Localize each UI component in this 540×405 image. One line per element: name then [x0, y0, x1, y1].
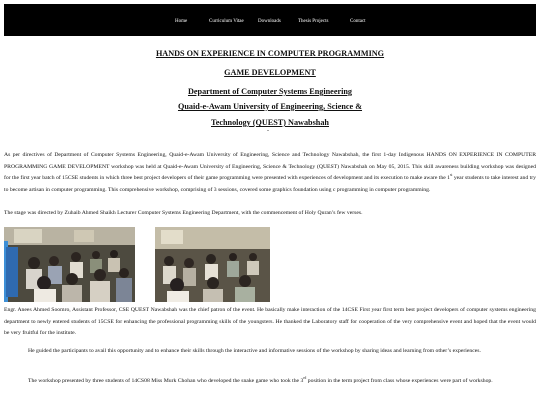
presenters-paragraph-superscript: rd — [303, 376, 307, 381]
nav-home-link[interactable]: Home — [175, 19, 188, 24]
audience-photo-image — [4, 227, 135, 302]
nav-curriculum-vitae-link[interactable]: Curriculum Vitae — [209, 19, 244, 24]
article-subtitle: GAME DEVELOPMENT — [224, 68, 316, 77]
nav-contact-link[interactable]: Contact — [350, 19, 366, 24]
presenters-paragraph-text-b: position in the term project from class whose experiences were part of workshop. — [306, 378, 493, 384]
intro-paragraph-text-b: year students to take interest and try to become artisan in computer programming. This comprehensive workshop, comprising of 3 sessions, covered some graphics foundation using c programming in computer programming. — [4, 175, 536, 194]
heading-separator: - — [267, 128, 269, 134]
university-heading-line-1: Quaid-e-Awam University of Engineering, Science & — [177, 102, 363, 111]
nav-downloads-link[interactable]: Downloads — [258, 19, 281, 24]
nav-thesis-projects-link[interactable]: Thesis Projects — [298, 19, 329, 24]
guidance-paragraph: He guided the participants to avail this opportunity and to enhance their skills through the interactive and informative sessions of the workshop by sharing ideas and learning from other’s experiences. — [28, 348, 481, 354]
article-title: HANDS ON EXPERIENCE IN COMPUTER PROGRAMMING — [155, 49, 385, 58]
intro-paragraph-text-a: As per directives of Department of Computer Systems Engineering, Quaid-e-Awam University of Engineering, Science and Technology Nawabshah, the first 1-day Indigenous HANDS ON EXPERIENCE IN COMPUTER PROGRAMMING GAME DEVELOPMENT workshop was held at Quaid-e-Awam University of Engineering, Science & Technology (QUEST) Nawabshah on May 05, 2015. This skill awareness building workshop was designed for the first year batch of 15CSE students in which three best project developers of their game programming were presented with experiences of development and its execution to make aware the 1 — [4, 152, 536, 182]
department-heading: Department of Computer Systems Engineering — [187, 87, 353, 96]
university-heading-line-2: Technology (QUEST) Nawabshah — [211, 118, 329, 127]
stage-paragraph: The stage was directed by Zuhaib Ahmed Shaikh Lecturer Computer Systems Engineering Department, with the commencement of Holy Quran’s few verses. — [4, 210, 363, 216]
workshop-photo-audience — [4, 227, 135, 302]
nav-links — [4, 4, 536, 36]
top-navbar — [4, 4, 536, 36]
presenters-paragraph — [4, 376, 536, 388]
presenters-paragraph-text-a: The workshop presented by three students of 14CS08 Miss Murk Chohan who developed the snake game who took the 3 — [28, 378, 304, 384]
workshop-photo-presentation — [155, 227, 270, 302]
chief-patron-paragraph: Engr. Anees Ahmed Soomro, Assistant Professor, CSE QUEST Nawabshah was the chief patron of the event. He basically make interaction of the 14CSE First year first term best project developers of computer systems engineering department to newly entered students of 15CSE for enhancing the professional programming skills of the youngsters. He thanked the Laboratory staff for cooperation of the very comprehensive event and hoped that the event would be very fruitful for the institute. — [4, 307, 536, 337]
intro-paragraph — [4, 150, 536, 197]
presentation-photo-image — [155, 227, 270, 302]
intro-paragraph-superscript: st — [449, 173, 453, 178]
